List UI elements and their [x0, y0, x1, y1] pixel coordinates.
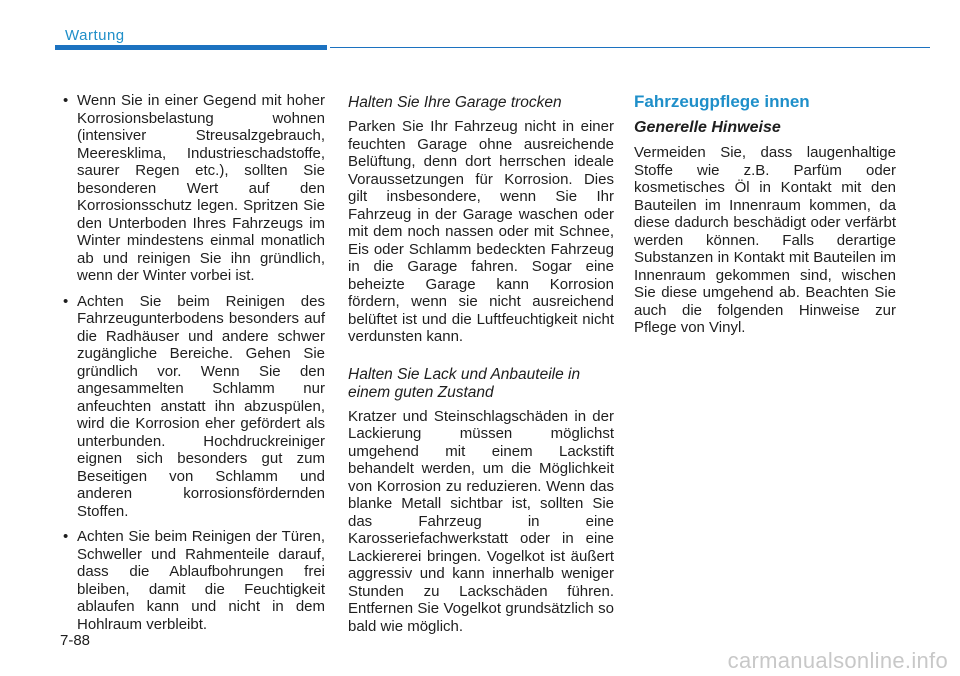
column-middle — [348, 94, 614, 655]
paragraph-garage: Parken Sie Ihr Fahrzeug nicht in einer feuchten Garage ohne ausreichende Belüftung, denn dort herrschen ideale Voraussetzungen für Korrosion. Dies gilt insbesondere, wenn Sie Ihr Fahrzeug in der Garage waschen oder mit dem noch nassen oder mit Schnee, Eis oder Schlamm bedeckten Fahrzeug in die Garage fahren. Sogar eine beheizte Garage kann Korrosion fördern, wenn sie nicht ausreichend belüftet ist und die Luftfeuchtigkeit nicht verdunsten kann. — [348, 118, 614, 345]
bullet-icon: • — [63, 528, 69, 545]
column-left — [60, 92, 325, 641]
page-number: 7-88 — [60, 632, 91, 649]
watermark: carmanualsonline.info — [727, 648, 948, 673]
bullet-icon: • — [63, 292, 69, 310]
bullet-list — [60, 92, 325, 633]
list-item — [60, 92, 325, 285]
list-item-text: Achten Sie beim Reinigen der Türen, Schweller und Rahmenteile darauf, dass die Ablaufbohrungen frei bleiben, damit die Feuchtigkeit ablaufen kann und nicht in dem Hohlraum verbleibt. — [77, 528, 325, 633]
heading-general-notes: Generelle Hinweise — [634, 119, 781, 136]
list-item-text: Achten Sie beim Reinigen des Fahrzeugunterbodens besonders auf die Radhäuser und andere schwer zugängliche Bereiche. Gehen Sie gründlich vor. Wenn Sie den angesammelten Schlamm nur anfeuchten anstatt ihn abzuspülen, wird die Korrosion eher gefördert als unterbunden. Hochdruckreiniger eignen sich besonders gut zum Beseitigen von Schlamm und anderen korrosionsfördernden Stoffen. — [77, 292, 325, 520]
heading-paint: Halten Sie Lack und Anbauteile in einem guten Zustand — [348, 365, 581, 401]
header-rule-thick — [55, 45, 327, 50]
list-item — [60, 528, 325, 633]
paragraph-paint: Kratzer und Steinschlagschäden in der Lackierung müssen möglichst umgehend mit einem Lackstift behandelt werden, um die Möglichkeit von Korrosion zu reduzieren. Wenn das blanke Metall sichtbar ist, sollten Sie das Fahrzeug in eine Karosseriefachwerkstatt oder in eine Lackiererei bringen. Vogelkot ist äußert aggressiv und kann innerhalb weniger Stunden zu Lackschäden führen. Entfernen Sie Vogelkot grundsätzlich so bald wie möglich. — [348, 407, 614, 635]
section-label: Wartung — [65, 27, 125, 44]
paragraph-interior: Vermeiden Sie, dass laugenhaltige Stoffe wie z.B. Parfüm oder kosmetisches Öl in Kontakt mit den Bauteilen im Innenraum kommen, da diese dadurch beschädigt oder verfärbt werden können. Falls derartige Substanzen in Kontakt mit Bauteilen im Innenraum gekommen sind, wischen Sie diese umgehend ab. Beachten Sie auch die folgenden Hinweise zur Pflege von Vinyl. — [634, 144, 896, 336]
heading-garage: Halten Sie Ihre Garage trocken — [348, 94, 562, 111]
header-rule-thin — [330, 47, 930, 48]
list-item — [60, 293, 325, 521]
list-item-text: Wenn Sie in einer Gegend mit hoher Korrosionsbelastung wohnen (intensiver Streusalzgebrauch, Meeresklima, Industrieschadstoffe, saurer Regen etc.), sollten Sie besonderen Wert auf den Korrosionsschutz legen. Spritzen Sie den Unterboden Ihres Fahrzeugs im Winter mindestens einmal monatlich ab und reinigen Sie ihn gründlich, wenn der Winter vorbei ist. — [77, 92, 325, 284]
heading-interior-care: Fahrzeugpflege innen — [634, 92, 810, 111]
column-right — [634, 92, 896, 357]
bullet-icon: • — [63, 92, 69, 109]
